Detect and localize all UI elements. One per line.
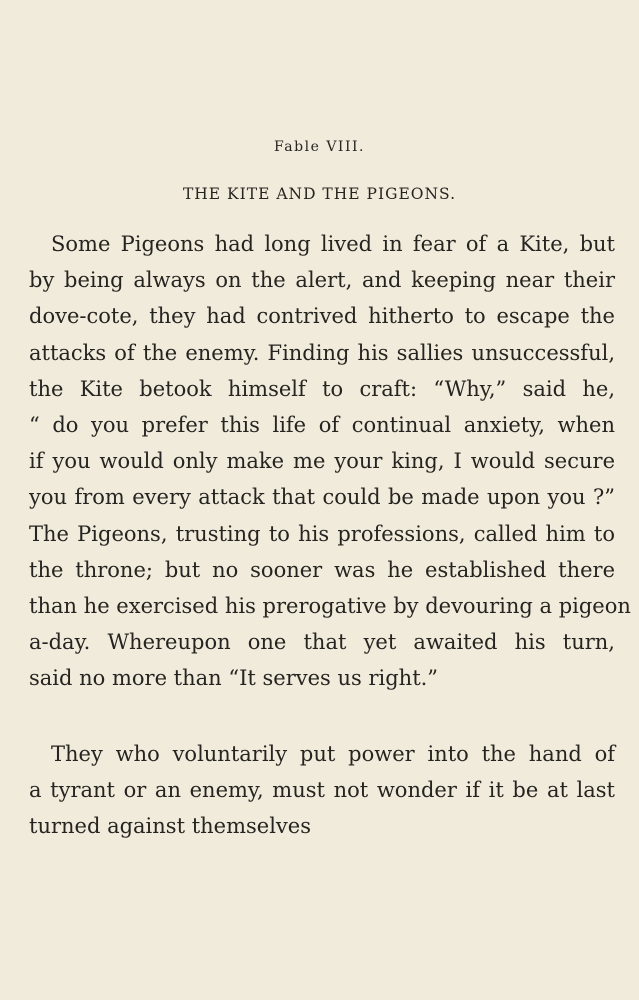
story-line: you from every attack that could be made upon you ?” — [29, 485, 615, 510]
story-line: the throne; but no sooner was he established there — [29, 557, 615, 582]
story-line: attacks of the enemy. Finding his sallies unsuccessful, — [29, 340, 615, 365]
moral-line: They who voluntarily put power into the hand of — [51, 742, 615, 766]
story-line: the Kite betook himself to craft: “Why,” said he, — [29, 376, 615, 401]
story-line: a-day. Whereupon one that yet awaited his turn, — [29, 630, 615, 655]
fable-number-heading: Fable VIII. — [274, 139, 365, 155]
moral-line: a tyrant or an enemy, must not wonder if it be at last — [29, 778, 615, 803]
fable-moral — [29, 736, 615, 845]
story-line: Some Pigeons had long lived in fear of a Kite, but — [51, 232, 615, 256]
fable-story — [29, 226, 631, 696]
fable-title: THE KITE AND THE PIGEONS. — [182, 185, 457, 203]
story-line: “ do you prefer this life of continual anxiety, when — [29, 412, 615, 437]
story-line: said no more than “It serves us right.” — [29, 666, 439, 691]
story-line: The Pigeons, trusting to his professions, called him to — [29, 521, 615, 546]
story-line: by being always on the alert, and keeping near their — [29, 268, 615, 293]
story-line: than he exercised his prerogative by devouring a pigeon — [29, 593, 631, 618]
moral-line: turned against themselves — [29, 814, 311, 839]
story-line: dove-cote, they had contrived hitherto to escape the — [29, 304, 615, 329]
story-line: if you would only make me your king, I would secure — [29, 449, 615, 474]
